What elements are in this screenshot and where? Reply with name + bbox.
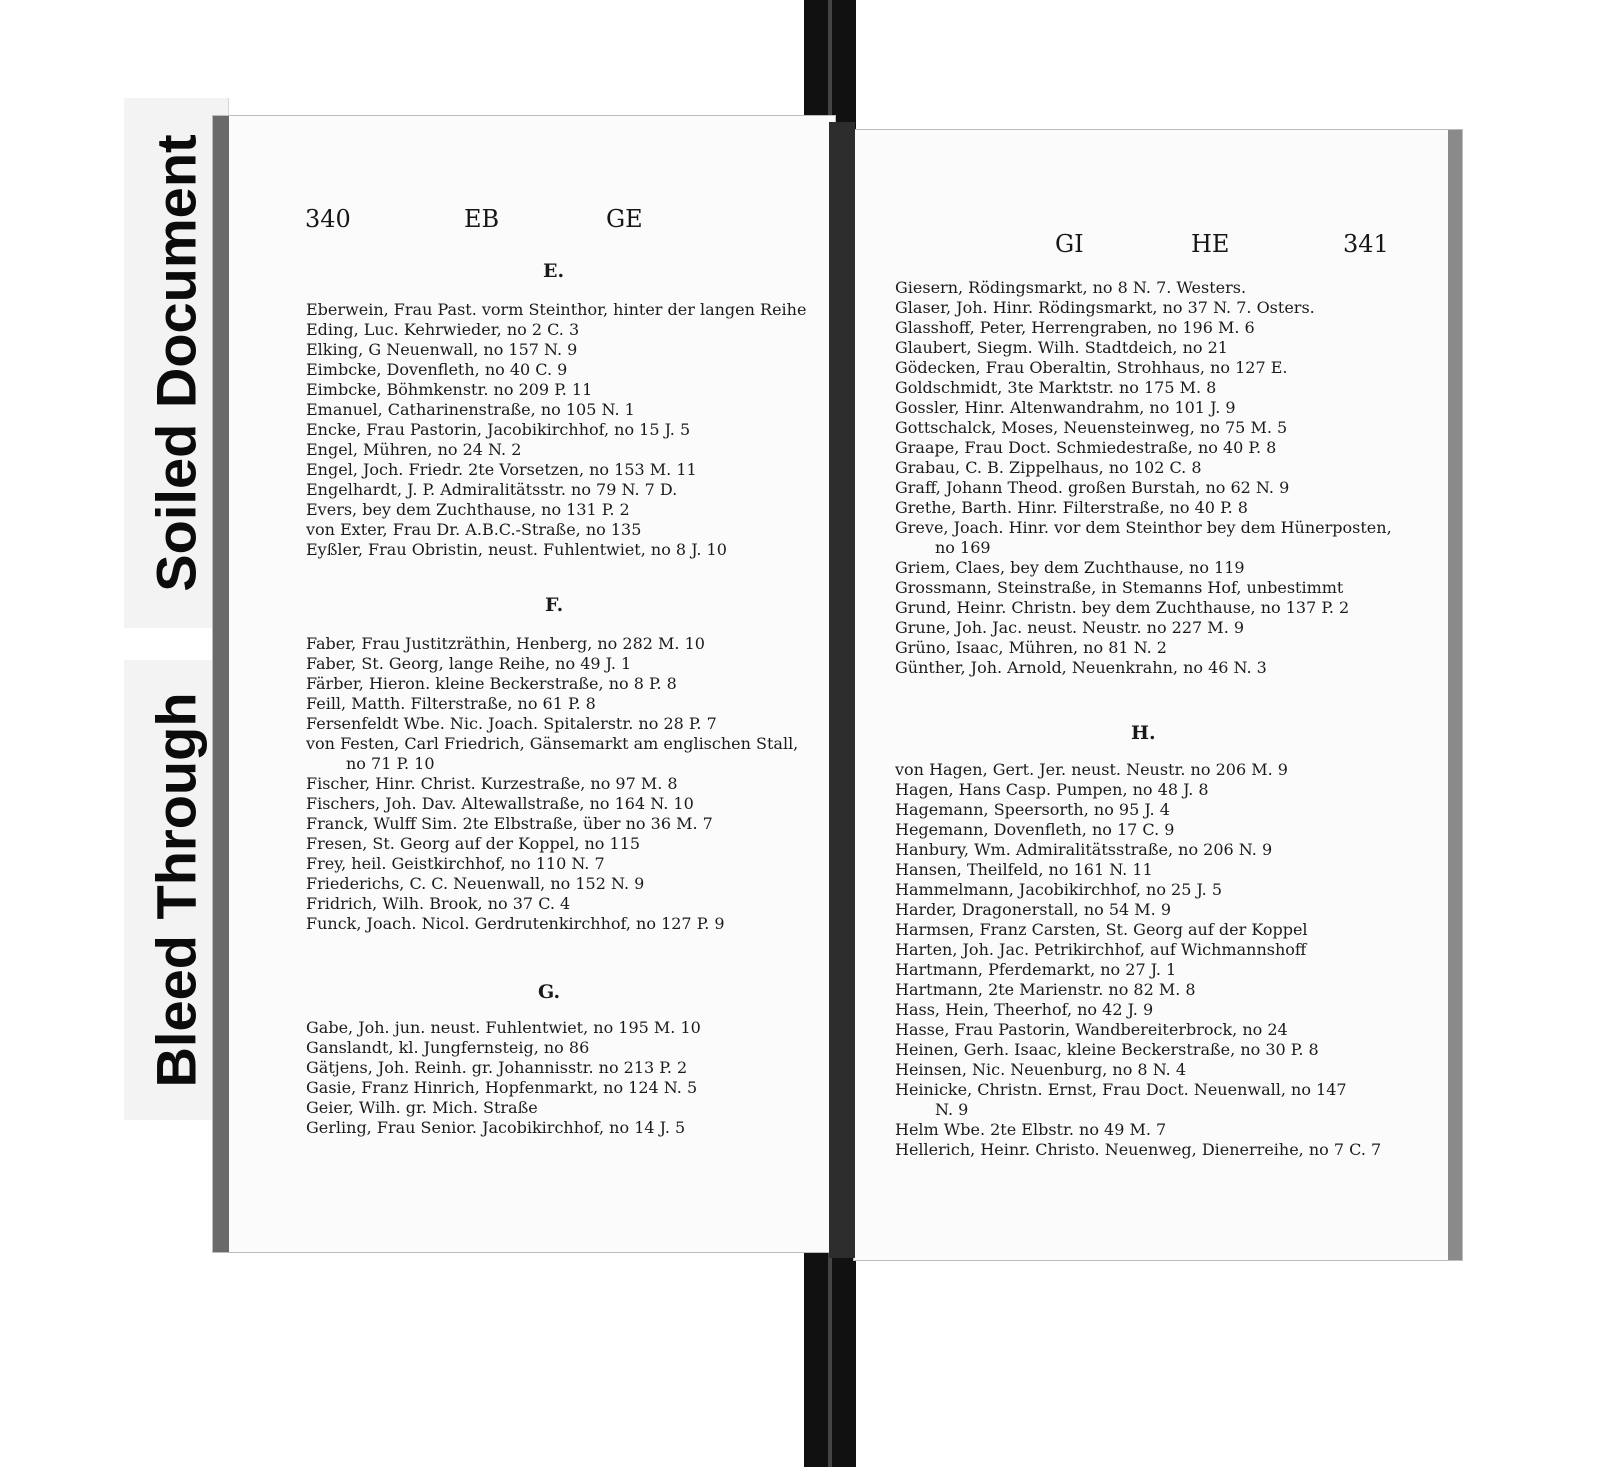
list-item-continuation: N. 9	[935, 1100, 969, 1119]
list-item: Graff, Johann Theod. großen Burstah, no 62 N. 9	[895, 478, 1290, 497]
list-item: Fischer, Hinr. Christ. Kurzestraße, no 97 M. 8	[306, 774, 678, 793]
bleed-through-text: Bleed Through	[144, 692, 208, 1088]
list-item: Hass, Hein, Theerhof, no 42 J. 9	[895, 1000, 1154, 1019]
binding-ribbon-bottom	[804, 1248, 856, 1467]
list-item: Hegemann, Dovenfleth, no 17 C. 9	[895, 820, 1175, 839]
list-item: Eding, Luc. Kehrwieder, no 2 C. 3	[306, 320, 580, 339]
list-item: Günther, Joh. Arnold, Neuenkrahn, no 46 N. 3	[895, 658, 1267, 677]
list-item: Gossler, Hinr. Altenwandrahm, no 101 J. 9	[895, 398, 1236, 417]
list-item: von Hagen, Gert. Jer. neust. Neustr. no 206 M. 9	[895, 760, 1288, 779]
list-item: Eyßler, Frau Obristin, neust. Fuhlentwiet, no 8 J. 10	[306, 540, 727, 559]
list-item: Helm Wbe. 2te Elbstr. no 49 M. 7	[895, 1120, 1167, 1139]
list-item: Hanbury, Wm. Admiralitätsstraße, no 206 N. 9	[895, 840, 1273, 859]
entries-e	[306, 300, 806, 560]
left-running-head-start: EB	[464, 205, 500, 233]
list-item: Hartmann, 2te Marienstr. no 82 M. 8	[895, 980, 1196, 999]
list-item: Grabau, C. B. Zippelhaus, no 102 C. 8	[895, 458, 1202, 477]
list-item: Fischers, Joh. Dav. Altewallstraße, no 164 N. 10	[306, 794, 694, 813]
list-item: Franck, Wulff Sim. 2te Elbstraße, über no 36 M. 7	[306, 814, 713, 833]
list-item: Faber, St. Georg, lange Reihe, no 49 J. 1	[306, 654, 632, 673]
binding-ribbon-top	[804, 0, 856, 132]
list-item: Hasse, Frau Pastorin, Wandbereiterbrock, no 24	[895, 1020, 1288, 1039]
right-running-head-start: GI	[1055, 230, 1084, 258]
list-item: Grund, Heinr. Christn. bey dem Zuchthause, no 137 P. 2	[895, 598, 1350, 617]
list-item: Greve, Joach. Hinr. vor dem Steinthor bey dem Hünerposten,	[895, 518, 1392, 537]
list-item: von Festen, Carl Friedrich, Gänsemarkt am englischen Stall,	[306, 734, 799, 753]
list-item: Glasshoff, Peter, Herrengraben, no 196 M. 6	[895, 318, 1255, 337]
right-running-head-end: HE	[1191, 230, 1230, 258]
list-item: Heinicke, Christn. Ernst, Frau Doct. Neuenwall, no 147	[895, 1080, 1347, 1099]
list-item: Elking, G Neuenwall, no 157 N. 9	[306, 340, 578, 359]
list-item: Fresen, St. Georg auf der Koppel, no 115	[306, 834, 641, 853]
list-item	[306, 754, 806, 774]
list-item: Friederichs, C. C. Neuenwall, no 152 N. 9	[306, 874, 645, 893]
list-item: Gottschalck, Moses, Neuensteinweg, no 75 M. 5	[895, 418, 1288, 437]
list-item: Hammelmann, Jacobikirchhof, no 25 J. 5	[895, 880, 1222, 899]
left-page-number: 340	[305, 205, 351, 233]
list-item: Färber, Hieron. kleine Beckerstraße, no 8 P. 8	[306, 674, 677, 693]
left-running-head-end: GE	[606, 205, 643, 233]
list-item: Grüno, Isaac, Mühren, no 81 N. 2	[895, 638, 1167, 657]
list-item: Graape, Frau Doct. Schmiedestraße, no 40 P. 8	[895, 438, 1277, 457]
list-item: Griem, Claes, bey dem Zuchthause, no 119	[895, 558, 1245, 577]
list-item: Fersenfeldt Wbe. Nic. Joach. Spitalerstr. no 28 P. 7	[306, 714, 717, 733]
list-item: Goldschmidt, 3te Marktstr. no 175 M. 8	[895, 378, 1217, 397]
list-item: Ganslandt, kl. Jungfernsteig, no 86	[306, 1038, 590, 1057]
list-item: Hagemann, Speersorth, no 95 J. 4	[895, 800, 1170, 819]
list-item: Engel, Mühren, no 24 N. 2	[306, 440, 522, 459]
list-item: Engelhardt, J. P. Admiralitätsstr. no 79 N. 7 D.	[306, 480, 678, 499]
list-item	[895, 1100, 1395, 1120]
list-item: Eimbcke, Böhmkenstr. no 209 P. 11	[306, 380, 593, 399]
list-item: Hansen, Theilfeld, no 161 N. 11	[895, 860, 1153, 879]
list-item	[895, 538, 1395, 558]
list-item: Fridrich, Wilh. Brook, no 37 C. 4	[306, 894, 571, 913]
section-letter-f: F.	[545, 594, 564, 616]
entries-g-continued	[895, 278, 1395, 678]
section-letter-g: G.	[538, 981, 561, 1003]
list-item: Geier, Wilh. gr. Mich. Straße	[306, 1098, 538, 1117]
soiled-document-text: Soiled Document	[144, 134, 208, 592]
section-letter-h: H.	[1131, 722, 1156, 744]
list-item: Frey, heil. Geistkirchhof, no 110 N. 7	[306, 854, 605, 873]
entries-f	[306, 634, 806, 934]
list-item: Engel, Joch. Friedr. 2te Vorsetzen, no 153 M. 11	[306, 460, 697, 479]
list-item: Heinsen, Nic. Neuenburg, no 8 N. 4	[895, 1060, 1187, 1079]
list-item: Harder, Dragonerstall, no 54 M. 9	[895, 900, 1172, 919]
list-item: Giesern, Rödingsmarkt, no 8 N. 7. Westers.	[895, 278, 1247, 297]
list-item-continuation: no 71 P. 10	[346, 754, 435, 773]
list-item: Encke, Frau Pastorin, Jacobikirchhof, no 15 J. 5	[306, 420, 691, 439]
list-item: Gätjens, Joh. Reinh. gr. Johannisstr. no 213 P. 2	[306, 1058, 688, 1077]
book-gutter	[829, 122, 855, 1258]
list-item: Grune, Joh. Jac. neust. Neustr. no 227 M. 9	[895, 618, 1245, 637]
list-item: Hellerich, Heinr. Christo. Neuenweg, Dienerreihe, no 7 C. 7	[895, 1140, 1382, 1159]
entries-g	[306, 1018, 806, 1138]
list-item: Gödecken, Frau Oberaltin, Strohhaus, no 127 E.	[895, 358, 1288, 377]
right-page-number: 341	[1343, 230, 1389, 258]
list-item: Evers, bey dem Zuchthause, no 131 P. 2	[306, 500, 630, 519]
list-item: Heinen, Gerh. Isaac, kleine Beckerstraße, no 30 P. 8	[895, 1040, 1319, 1059]
list-item: Hagen, Hans Casp. Pumpen, no 48 J. 8	[895, 780, 1209, 799]
list-item: Gabe, Joh. jun. neust. Fuhlentwiet, no 195 M. 10	[306, 1018, 701, 1037]
list-item: Harten, Joh. Jac. Petrikirchhof, auf Wichmannshoff	[895, 940, 1307, 959]
list-item: Gerling, Frau Senior. Jacobikirchhof, no 14 J. 5	[306, 1118, 686, 1137]
list-item: Eimbcke, Dovenfleth, no 40 C. 9	[306, 360, 568, 379]
list-item: Faber, Frau Justitzräthin, Henberg, no 282 M. 10	[306, 634, 705, 653]
list-item: Feill, Matth. Filterstraße, no 61 P. 8	[306, 694, 596, 713]
list-item: Eberwein, Frau Past. vorm Steinthor, hinter der langen Reihe	[306, 300, 806, 319]
list-item: Funck, Joach. Nicol. Gerdrutenkirchhof, no 127 P. 9	[306, 914, 725, 933]
list-item-continuation: no 169	[935, 538, 991, 557]
list-item: Grethe, Barth. Hinr. Filterstraße, no 40 P. 8	[895, 498, 1248, 517]
list-item: Gasie, Franz Hinrich, Hopfenmarkt, no 124 N. 5	[306, 1078, 698, 1097]
list-item: Glaubert, Siegm. Wilh. Stadtdeich, no 21	[895, 338, 1228, 357]
entries-h	[895, 760, 1395, 1160]
section-letter-e: E.	[543, 260, 565, 282]
list-item: Grossmann, Steinstraße, in Stemanns Hof, unbestimmt	[895, 578, 1344, 597]
list-item: Harmsen, Franz Carsten, St. Georg auf der Koppel	[895, 920, 1308, 939]
list-item: Emanuel, Catharinenstraße, no 105 N. 1	[306, 400, 635, 419]
list-item: Glaser, Joh. Hinr. Rödingsmarkt, no 37 N. 7. Osters.	[895, 298, 1315, 317]
list-item: Hartmann, Pferdemarkt, no 27 J. 1	[895, 960, 1177, 979]
list-item: von Exter, Frau Dr. A.B.C.-Straße, no 135	[306, 520, 642, 539]
